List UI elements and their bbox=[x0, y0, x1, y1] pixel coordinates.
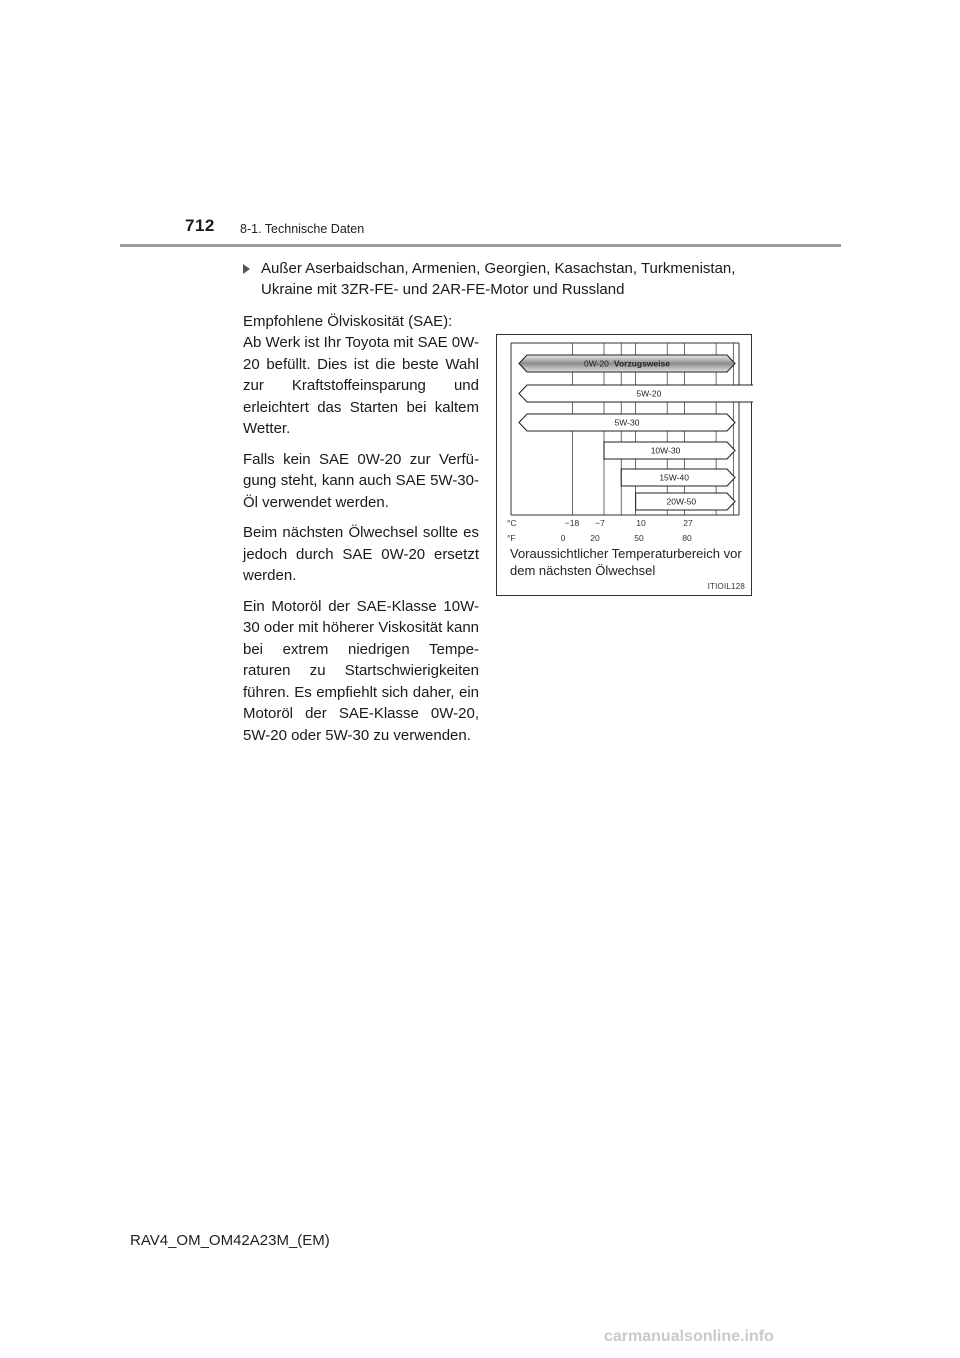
celsius-tick-label: −7 bbox=[595, 518, 605, 528]
paragraph: Beim nächsten Ölwechsel sollte es jedoch durch SAE 0W-20 ersetzt werden. bbox=[243, 524, 479, 584]
celsius-unit-label: °C bbox=[507, 518, 517, 528]
fahrenheit-tick-label: 50 bbox=[634, 533, 644, 543]
document-code: RAV4_OM_OM42A23M_(EM) bbox=[130, 1232, 330, 1249]
celsius-tick-label: −18 bbox=[564, 518, 580, 528]
viscosity-grade-label: 5W-20 bbox=[636, 388, 662, 399]
viscosity-grade-label: 5W-30 bbox=[614, 417, 640, 428]
viscosity-grade-label: 10W-30 bbox=[650, 445, 681, 456]
fahrenheit-tick-label: 20 bbox=[590, 533, 600, 543]
viscosity-heading: Empfohlene Ölviskosität (SAE): bbox=[243, 313, 453, 330]
paragraph: Falls kein SAE 0W-20 zur Verfü-gung steht, kann auch SAE 5W-30-Öl verwendet werden. bbox=[243, 450, 479, 511]
paragraph: Ein Motoröl der SAE-Klasse 10W-30 oder mit höherer Viskosität kann bei extrem niedrigen Tempe-raturen zu Startschwierigkeiten führen. Es empfiehlt sich daher, ein Motoröl der SAE-Klasse 0W-20, 5W-20 oder 5W-30 zu verwenden. bbox=[243, 597, 479, 744]
header-rule bbox=[120, 244, 841, 247]
figure-code: ITIOIL128 bbox=[707, 582, 745, 591]
page-number: 712 bbox=[185, 216, 215, 235]
section-title: 8-1. Technische Daten bbox=[240, 222, 365, 236]
fahrenheit-unit-label: °F bbox=[507, 533, 516, 543]
viscosity-grade-label: 0W-20 Vorzugsweise bbox=[584, 358, 670, 369]
viscosity-grade-label: 15W-40 bbox=[659, 472, 689, 483]
viscosity-grade-label: 20W-50 bbox=[666, 496, 697, 507]
viscosity-chart bbox=[496, 334, 752, 596]
body-text bbox=[243, 332, 479, 755]
bullet-text: Außer Aserbaidschan, Armenien, Georgien, Kasachstan, Turkmenistan, Ukraine mit 3ZR-FE- und 2AR-FE-Motor und Russland bbox=[261, 260, 736, 298]
triangle-bullet-icon bbox=[243, 264, 250, 274]
watermark: carmanualsonline.info bbox=[604, 1328, 774, 1345]
paragraph: Ab Werk ist Ihr Toyota mit SAE 0W-20 befüllt. Dies ist die beste Wahl zur Kraftstoffeinsparung und erleichtert das Starten bei kaltem Wetter. bbox=[243, 334, 479, 437]
bullet-item bbox=[243, 258, 763, 300]
preferred-label: Vorzugsweise bbox=[613, 358, 670, 369]
fahrenheit-tick-label: 80 bbox=[682, 533, 692, 543]
figure-caption: Voraussichtlicher Temperaturbereich vor dem nächsten Ölwechsel bbox=[510, 546, 742, 578]
celsius-tick-label: 27 bbox=[683, 518, 693, 528]
fahrenheit-tick-label: 0 bbox=[560, 533, 566, 543]
celsius-tick-label: 10 bbox=[636, 518, 646, 528]
